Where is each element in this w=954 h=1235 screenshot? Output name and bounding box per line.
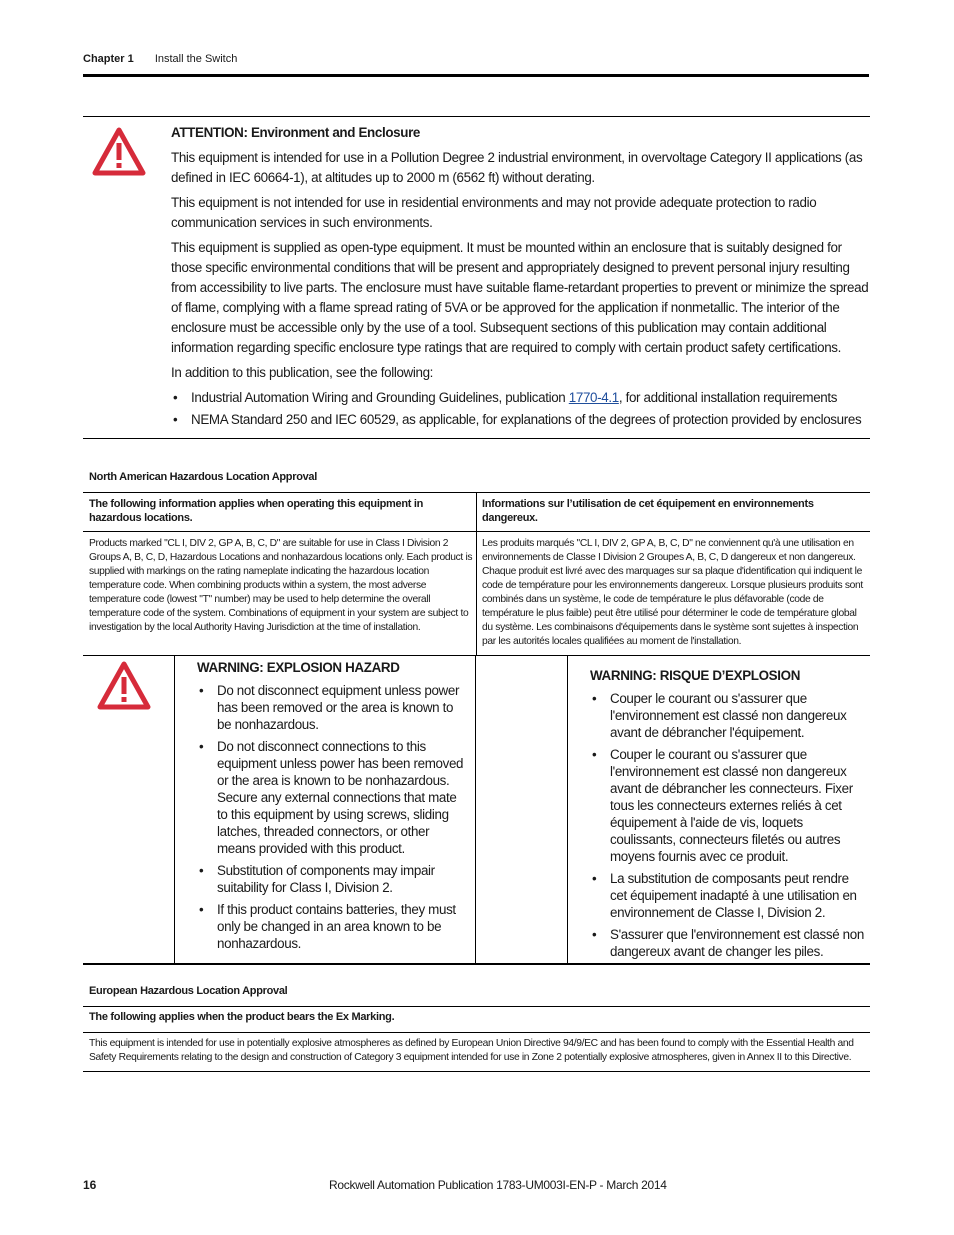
reference-list <box>171 388 871 430</box>
warning-fr <box>590 667 866 965</box>
attention-body <box>171 123 871 432</box>
list-item: • Couper le courant ou s'assurer que l'environnement est classé non dangereux avant de débrancher l'équipement. <box>590 690 866 741</box>
attention-title: ATTENTION: Environment and Enclosure <box>171 125 421 140</box>
header-rule <box>83 74 869 77</box>
column-divider <box>174 655 175 963</box>
en-body-cell: Products marked "CL I, DIV 2, GP A, B, C, D" are suitable for use in Class I Division 2 Groups A, B, C, D, Hazardous Locations and nonhazardous locations only. Each product is supplied with markings on the rating nameplate indicating the hazardous location temperature code. When combining products within a system, the most adverse temperature code (lowest "T" number) may be used to help determine the overall temperature code of the system. Combinations of equipment in your system are subject to investigation by the local Authority Having Jurisdiction at the time of installation. <box>89 538 473 633</box>
fr-header-cell: Informations sur l’utilisation de cet équipement en environnements dangereux. <box>482 498 814 524</box>
list-item: • Couper le courant ou s'assurer que l'environnement est classé non dangereux avant de débrancher les connecteurs. Fixer tous les connecteurs externes reliés à cet équipement à l'aide de vis, loquets coulissants, connecteurs filetés ou autres moyens fournis avec ce produit. <box>590 746 866 865</box>
column-divider <box>476 493 477 655</box>
fr-body-cell: Les produits marqués "CL I, DIV 2, GP A, B, C, D" ne conviennent qu'à une utilisation en environnements de Classe I Division 2 Groupes A, B, C, D dangereux et non dangereux. Chaque produit est livré avec des marquages sur sa plaque d'identification qui indiquent le code de température pour les environnements dangereux. Lorsque plusieurs produits sont combinés dans un système, le code de température le plus défavorable (code de température le plus faible) peut être utilisé pour déterminer le code de température global du système. Les combinaisons d'équipements dans le système sont sujettes à inspection par les autorités locales qualifiées au moment de l'installation. <box>482 538 863 647</box>
list-item: • Substitution of components may impair suitability for Class I, Division 2. <box>197 862 469 896</box>
warning-triangle-icon <box>97 661 151 711</box>
list-item: • La substitution de composants peut rendre cet équipement inadapté à une utilisation en environnement de Classe I, Division 2. <box>590 870 866 921</box>
row-divider <box>83 531 870 532</box>
attention-box <box>83 116 870 439</box>
list-item: • Industrial Automation Wiring and Grounding Guidelines, publication 1770-4.1, for additional installation requirements <box>171 388 871 408</box>
publication-link[interactable]: 1770-4.1 <box>568 390 619 405</box>
page-number: 16 <box>83 1178 97 1192</box>
list-item: • S'assurer que l'environnement est classé non dangereux avant de changer les piles. <box>590 926 866 960</box>
warning-triangle-icon <box>92 127 146 177</box>
warning-fr-title: WARNING: RISQUE D’EXPLOSION <box>590 668 801 683</box>
na-approval-table <box>83 492 870 965</box>
page-header <box>83 53 237 65</box>
warning-en-title: WARNING: EXPLOSION HAZARD <box>197 660 400 675</box>
attention-paragraph: In addition to this publication, see the following: <box>171 365 434 380</box>
section-label: Install the Switch <box>154 53 238 65</box>
warning-en <box>197 659 469 957</box>
attention-paragraph: This equipment is intended for use in a Pollution Degree 2 industrial environment, in overvoltage Category II applications (as defined in IEC 60664-1), at altitudes up to 2000 m (6562 ft) without derating. <box>171 150 863 185</box>
list-item: • If this product contains batteries, they must only be changed in an area known to be nonhazardous. <box>197 901 469 952</box>
en-header-cell: The following information applies when operating this equipment in hazardous locations. <box>89 498 424 524</box>
eu-section-title: European Hazardous Location Approval <box>89 985 288 997</box>
list-item: • Do not disconnect equipment unless power has been removed or the area is known to be nonhazardous. <box>197 682 469 733</box>
list-item: • NEMA Standard 250 and IEC 60529, as applicable, for explanations of the degrees of protection provided by enclosures <box>171 410 871 430</box>
row-divider <box>83 1032 870 1033</box>
row-divider <box>83 655 870 656</box>
eu-header-cell: The following applies when the product bears the Ex Marking. <box>89 1011 395 1023</box>
eu-approval-table <box>83 1006 870 1072</box>
chapter-label: Chapter 1 <box>83 53 134 65</box>
na-section-title: North American Hazardous Location Approval <box>89 471 318 483</box>
attention-paragraph: This equipment is not intended for use in residential environments and may not provide adequate protection to radio communication services in such environments. <box>171 195 817 230</box>
list-item: • Do not disconnect connections to this equipment unless power has been removed or the area is known to be nonhazardous. Secure any external connections that mate to this equipment by using screws, sliding latches, threaded connectors, or other means provided with this product. <box>197 738 469 857</box>
eu-body-cell: This equipment is intended for use in potentially explosive atmospheres as defined by European Union Directive 94/9/EC and has been found to comply with the Essential Health and Safety Requirements relating to the design and construction of Category 3 equipment intended for use in Zone 2 potentially explosive atmospheres, given in Annex II to this Directive. <box>89 1038 854 1063</box>
column-divider <box>475 655 476 963</box>
attention-paragraph: This equipment is supplied as open-type equipment. It must be mounted within an enclosure that is suitably designed for those specific environmental conditions that will be present and appropriately designed to prevent personal injury resulting from accessibility to live parts. The enclosure must have suitable flame-retardant properties to prevent or minimize the spread of flame, complying with a flame spread rating of 5VA or be approved for the application if nonmetallic. The interior of the enclosure must be accessible only by the use of a tool. Subsequent sections of this publication may contain additional information regarding specific enclosure type ratings that are required to comply with certain product safety certifications. <box>171 240 869 355</box>
publication-info: Rockwell Automation Publication 1783-UM003I-EN-P - March 2014 <box>329 1178 667 1192</box>
column-divider <box>567 655 568 963</box>
